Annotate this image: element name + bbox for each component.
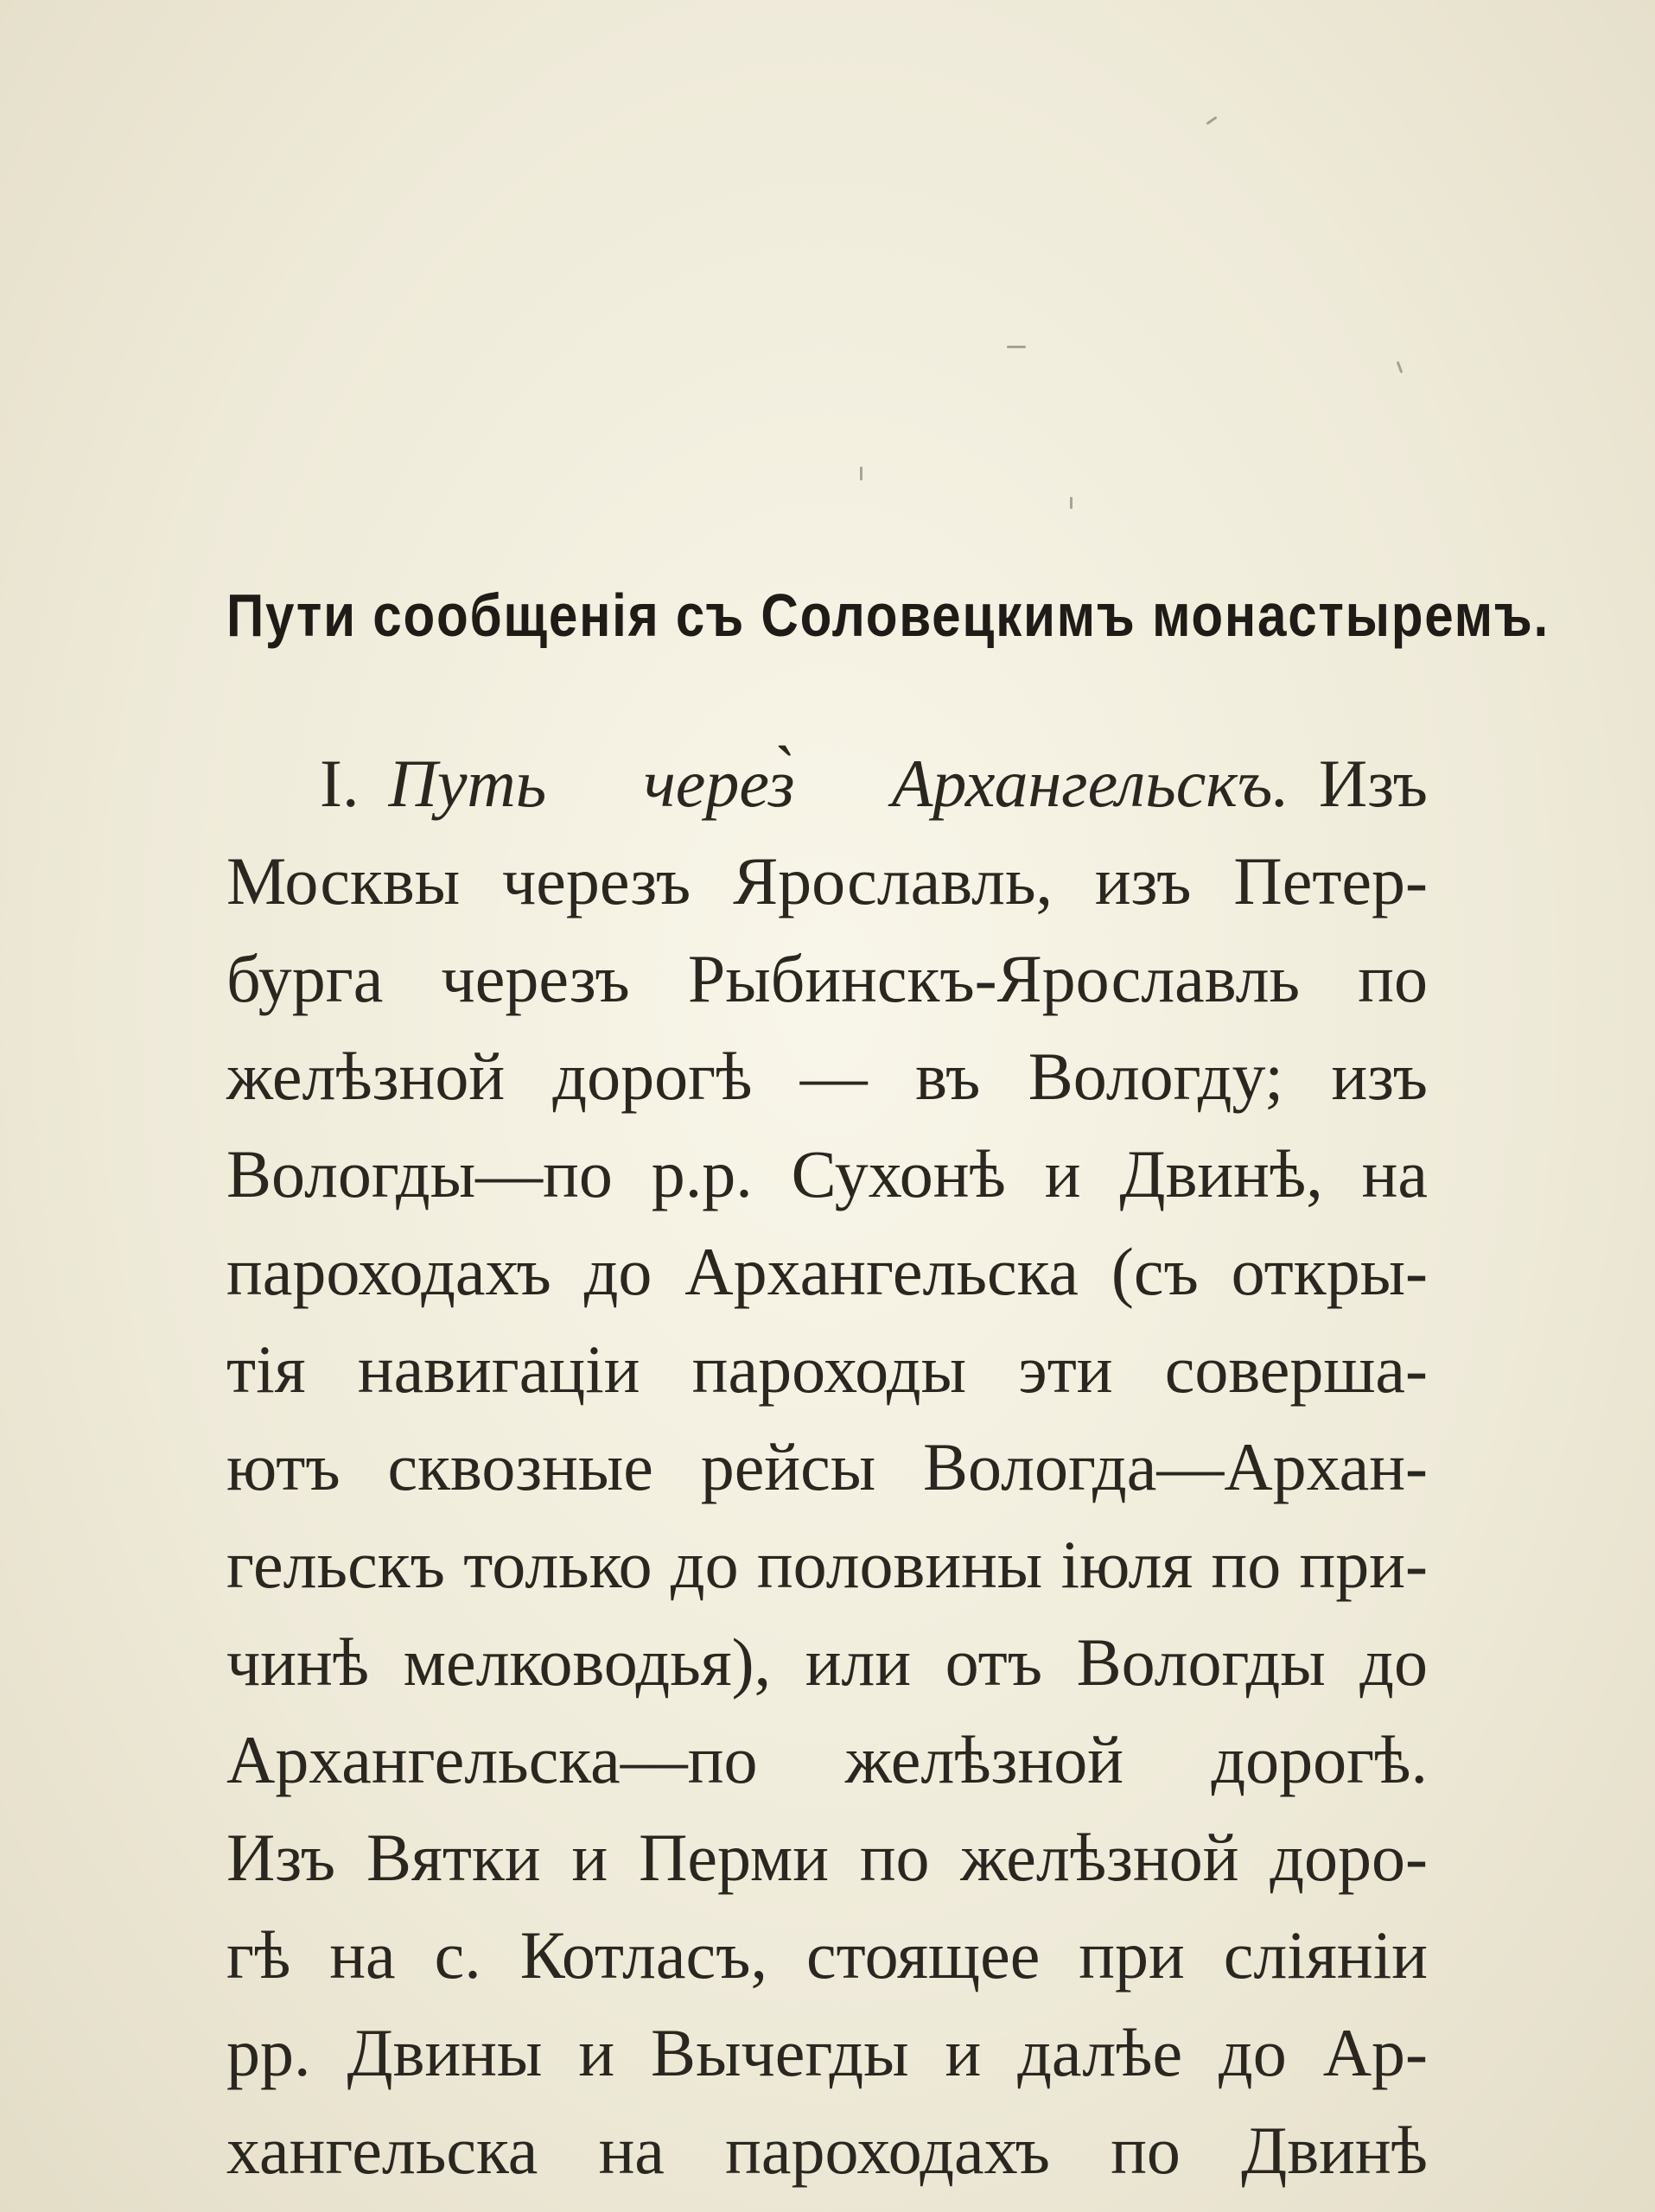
text-line: Архангельска—по желѣзной дорогѣ. xyxy=(226,1722,1428,1797)
text-line: бурга черезъ Рыбинскъ-Ярославль по xyxy=(226,941,1428,1016)
text-line: ютъ сквозные рейсы Вологда—Архан- xyxy=(226,1429,1428,1504)
paper-speck xyxy=(1007,346,1026,348)
text-fragment: Изъ xyxy=(1318,746,1428,821)
paper-speck xyxy=(1397,361,1404,373)
body-text xyxy=(226,734,1428,2199)
section-number: I. xyxy=(320,746,360,821)
text-line: хангельска на пароходахъ по Двинѣ xyxy=(226,2113,1428,2188)
text-line xyxy=(226,734,1428,832)
text-line: пароходахъ до Архангельска (съ откры- xyxy=(226,1234,1428,1309)
page-title: Пути сообщенія съ Соловецкимъ монастыремъ. xyxy=(226,582,1550,649)
text-line: гѣ на с. Котласъ, стоящее при сліяніи xyxy=(226,1917,1428,1993)
paper-speck xyxy=(1070,497,1073,509)
text-line: гельскъ только до половины іюля по при- xyxy=(226,1527,1428,1602)
text-line: Изъ Вятки и Перми по желѣзной доро- xyxy=(226,1820,1428,1895)
text-line: Вологды—по р.р. Сухонѣ и Двинѣ, на xyxy=(226,1136,1428,1211)
text-line: чинѣ мелководья), или отъ Вологды до xyxy=(226,1624,1428,1700)
paper-speck xyxy=(1206,116,1217,124)
text-line: тія навигаціи пароходы эти соверша- xyxy=(226,1332,1428,1407)
text-line: рр. Двины и Вычегды и далѣе до Ар- xyxy=(226,2015,1428,2090)
text-line: желѣзной дорогѣ — въ Вологду; изъ xyxy=(226,1039,1428,1114)
section-title: Путь через̀ Архангельскъ. xyxy=(388,746,1289,821)
paper-speck xyxy=(860,467,863,480)
text-line: Москвы черезъ Ярославль, изъ Петер- xyxy=(226,843,1428,918)
